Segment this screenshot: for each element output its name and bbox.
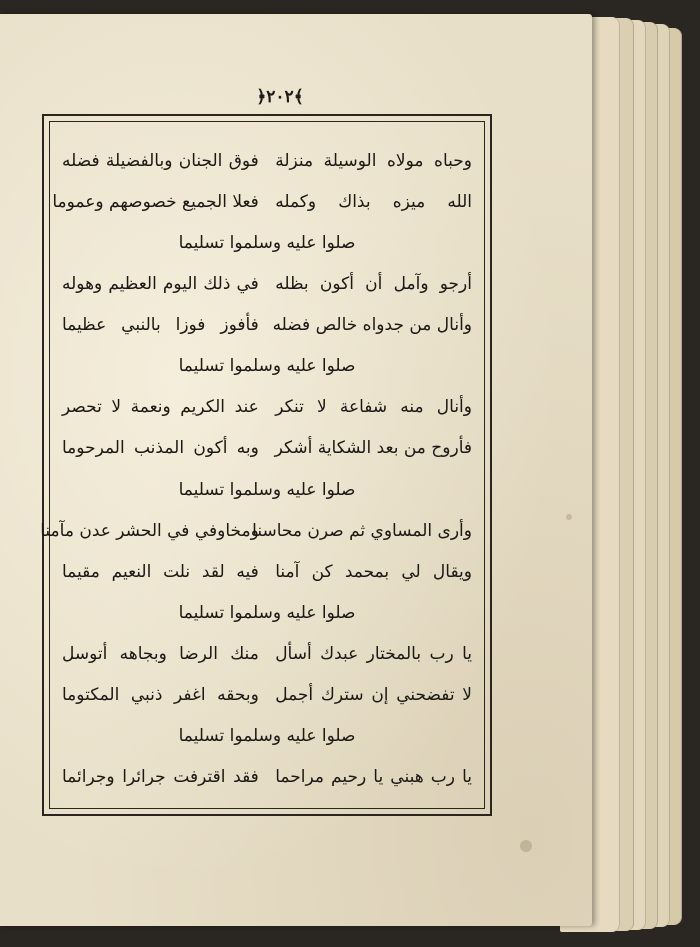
text-frame <box>42 114 492 816</box>
book-page <box>0 14 592 926</box>
page-number: ﴿٢٠٢﴾ <box>256 87 304 107</box>
verse-line <box>50 637 484 671</box>
verse-right-hemistich: يا رب بالمختار عبدك أسأل <box>275 643 472 664</box>
verse-right-hemistich: ويقال لي بمحمد كن آمنا <box>275 561 472 582</box>
verse-left-hemistich: فقد اقترفت جرائرا وجرائما <box>62 766 259 787</box>
verse-left-hemistich: في ذلك اليوم العظيم وهوله <box>62 274 259 295</box>
verse-line <box>50 185 484 219</box>
verse-right-hemistich: وأرى المساوي ثم صرن محاسنا <box>252 520 472 541</box>
verse-right-hemistich: أرجو وآمل أن أكون بظله <box>275 274 472 295</box>
verse-left-hemistich: فوق الجنان وبالفضيلة فضله <box>62 151 259 171</box>
verse-right-hemistich: يا رب هبني يا رحيم مراحما <box>275 766 472 787</box>
verse-left-hemistich: عند الكريم ونعمة لا تحصر <box>62 397 259 418</box>
refrain-line: صلوا عليه وسلموا تسليما <box>178 725 356 746</box>
verse-left-hemistich: فيه لقد نلت النعيم مقيما <box>62 561 259 582</box>
verse-line <box>50 267 484 301</box>
verse-right-hemistich: وأنال منه شفاعة لا تنكر <box>275 397 472 418</box>
paper-stain <box>566 514 572 520</box>
verse-left-hemistich: منك الرضا وبجاهه أتوسل <box>62 643 259 664</box>
verse-left-hemistich: فأفوز فوزا بالنبي عظيما <box>62 315 259 336</box>
verse-line <box>50 144 484 178</box>
verse-line <box>50 760 484 794</box>
refrain-line: صلوا عليه وسلموا تسليما <box>178 356 356 377</box>
refrain-line: صلوا عليه وسلموا تسليما <box>178 602 356 623</box>
verse-right-hemistich: وحباه مولاه الوسيلة منزلة <box>275 151 472 171</box>
verse-right-hemistich: فأروح من بعد الشكاية أشكر <box>274 438 472 459</box>
refrain-line: صلوا عليه وسلموا تسليما <box>178 233 356 254</box>
verse-line <box>50 678 484 712</box>
verse-right-hemistich: الله ميزه بذاك وكمله <box>275 192 472 213</box>
verse-line <box>40 514 484 548</box>
paper-stain <box>520 840 532 852</box>
verse-right-hemistich: لا تفضحني إن سترك أجمل <box>275 684 472 705</box>
verse-right-hemistich: وأنال من جدواه خالص فضله <box>272 315 472 336</box>
poem-body <box>40 144 484 794</box>
verse-left-hemistich: ومخاوفي في الحشر عدن مآمنا <box>40 520 259 541</box>
verse-left-hemistich: وبحقه اغفر ذنبي المكتوما <box>62 684 259 705</box>
verse-line <box>50 555 484 589</box>
verse-line <box>50 390 484 424</box>
verse-line <box>50 431 484 465</box>
verse-left-hemistich: فعلا الجميع خصوصهم وعموما <box>52 192 259 213</box>
verse-left-hemistich: وبه أكون المذنب المرحوما <box>62 438 259 459</box>
verse-line <box>50 308 484 342</box>
text-frame-inner <box>40 121 485 809</box>
refrain-line: صلوا عليه وسلموا تسليما <box>178 479 356 500</box>
